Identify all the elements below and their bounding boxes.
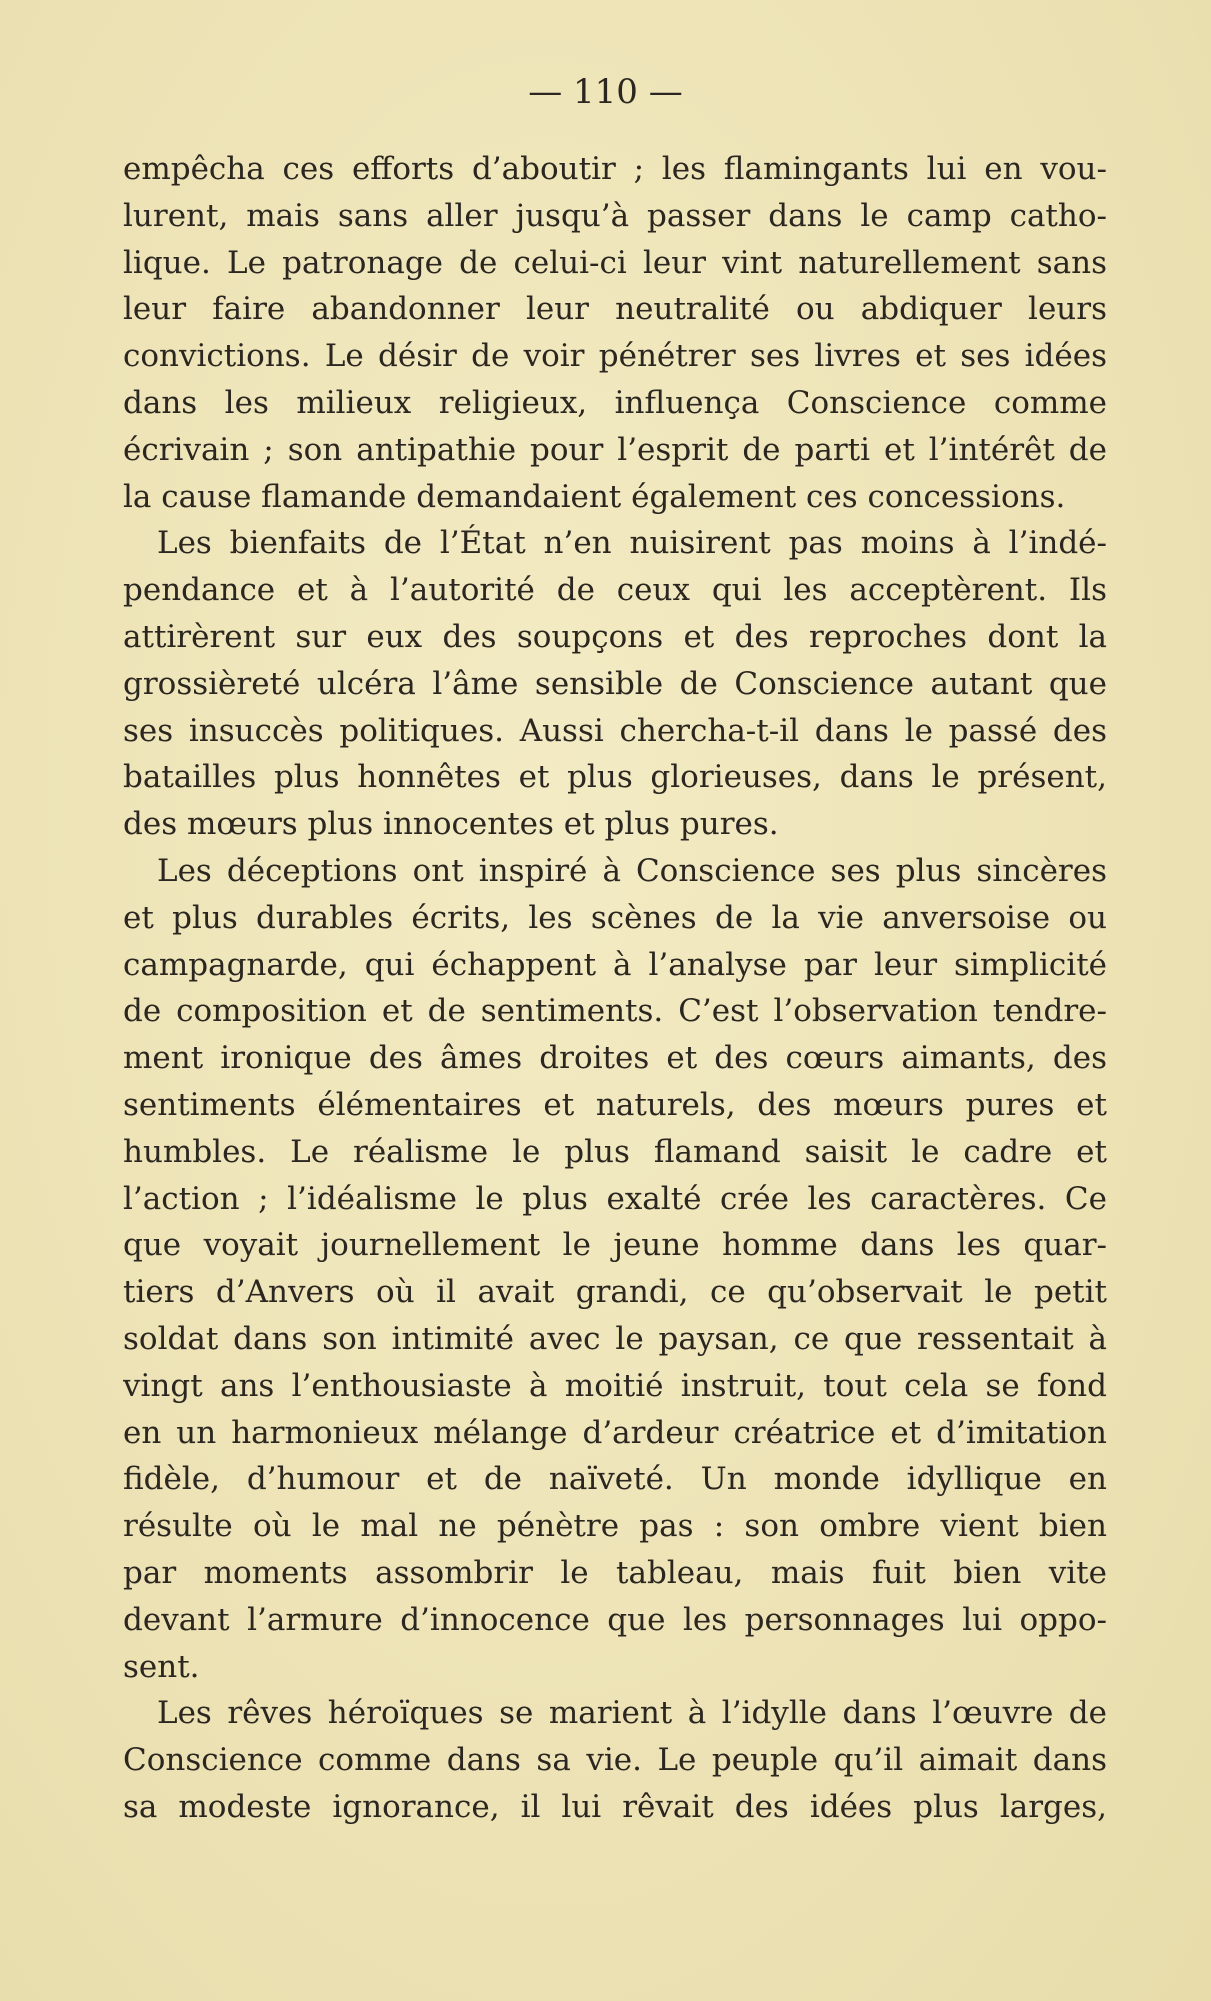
text-line: fidèle, d’humour et de naïveté. Un monde idyllique en bbox=[123, 1461, 1107, 1498]
text-line: et plus durables écrits, les scènes de la vie anversoise ou bbox=[123, 899, 1107, 936]
text-line: vingt ans l’enthousiaste à moitié instruit, tout cela se fond bbox=[123, 1367, 1107, 1404]
text-line: résulte où le mal ne pénètre pas : son ombre vient bien bbox=[123, 1508, 1107, 1545]
body-text bbox=[123, 146, 1107, 1831]
text-line: attirèrent sur eux des soupçons et des reproches dont la bbox=[123, 618, 1107, 655]
text-line: Les bienfaits de l’État n’en nuisirent pas moins à l’indé- bbox=[157, 525, 1107, 562]
text-line: Les déceptions ont inspiré à Conscience ses plus sincères bbox=[157, 852, 1107, 889]
text-line: de composition et de sentiments. C’est l’observation tendre- bbox=[123, 993, 1107, 1030]
text-line: grossièreté ulcéra l’âme sensible de Conscience autant que bbox=[123, 665, 1107, 702]
text-line: la cause flamande demandaient également ces concessions. bbox=[123, 478, 1066, 515]
text-line: sent. bbox=[123, 1648, 200, 1685]
text-line: par moments assombrir le tableau, mais fuit bien vite bbox=[123, 1554, 1107, 1591]
text-line: campagnarde, qui échappent à l’analyse par leur simplicité bbox=[123, 946, 1107, 983]
text-line: devant l’armure d’innocence que les personnages lui oppo- bbox=[123, 1601, 1107, 1638]
text-line: ses insuccès politiques. Aussi chercha-t-il dans le passé des bbox=[123, 712, 1107, 749]
text-line: lurent, mais sans aller jusqu’à passer dans le camp catho- bbox=[123, 197, 1107, 234]
text-line: humbles. Le réalisme le plus flamand saisit le cadre et bbox=[123, 1133, 1107, 1170]
text-line: écrivain ; son antipathie pour l’esprit de parti et l’intérêt de bbox=[123, 431, 1107, 468]
text-line: lique. Le patronage de celui-ci leur vint naturellement sans bbox=[123, 244, 1107, 281]
text-line: ment ironique des âmes droites et des cœurs aimants, des bbox=[123, 1040, 1107, 1077]
text-line: empêcha ces efforts d’aboutir ; les flamingants lui en vou- bbox=[123, 151, 1107, 187]
page-number: — 110 — bbox=[528, 72, 683, 112]
text-line: leur faire abandonner leur neutralité ou abdiquer leurs bbox=[123, 291, 1107, 328]
text-line: Conscience comme dans sa vie. Le peuple qu’il aimait dans bbox=[123, 1742, 1107, 1779]
text-line: dans les milieux religieux, influença Conscience comme bbox=[123, 384, 1107, 421]
text-line: sa modeste ignorance, il lui rêvait des idées plus larges, bbox=[123, 1788, 1107, 1825]
text-line: batailles plus honnêtes et plus glorieuses, dans le présent, bbox=[123, 759, 1107, 796]
text-line: sentiments élémentaires et naturels, des mœurs pures et bbox=[123, 1086, 1107, 1123]
text-line: soldat dans son intimité avec le paysan, ce que ressentait à bbox=[123, 1320, 1107, 1357]
text-line: l’action ; l’idéalisme le plus exalté crée les caractères. Ce bbox=[123, 1180, 1107, 1217]
text-line: Les rêves héroïques se marient à l’idylle dans l’œuvre de bbox=[157, 1695, 1107, 1732]
text-line: des mœurs plus innocentes et plus pures. bbox=[123, 806, 779, 843]
text-line: pendance et à l’autorité de ceux qui les acceptèrent. Ils bbox=[123, 572, 1107, 609]
text-line: en un harmonieux mélange d’ardeur créatrice et d’imitation bbox=[123, 1414, 1107, 1451]
text-line: tiers d’Anvers où il avait grandi, ce qu’observait le petit bbox=[123, 1274, 1107, 1311]
text-line: que voyait journellement le jeune homme dans les quar- bbox=[123, 1227, 1107, 1264]
text-line: convictions. Le désir de voir pénétrer ses livres et ses idées bbox=[123, 338, 1107, 375]
